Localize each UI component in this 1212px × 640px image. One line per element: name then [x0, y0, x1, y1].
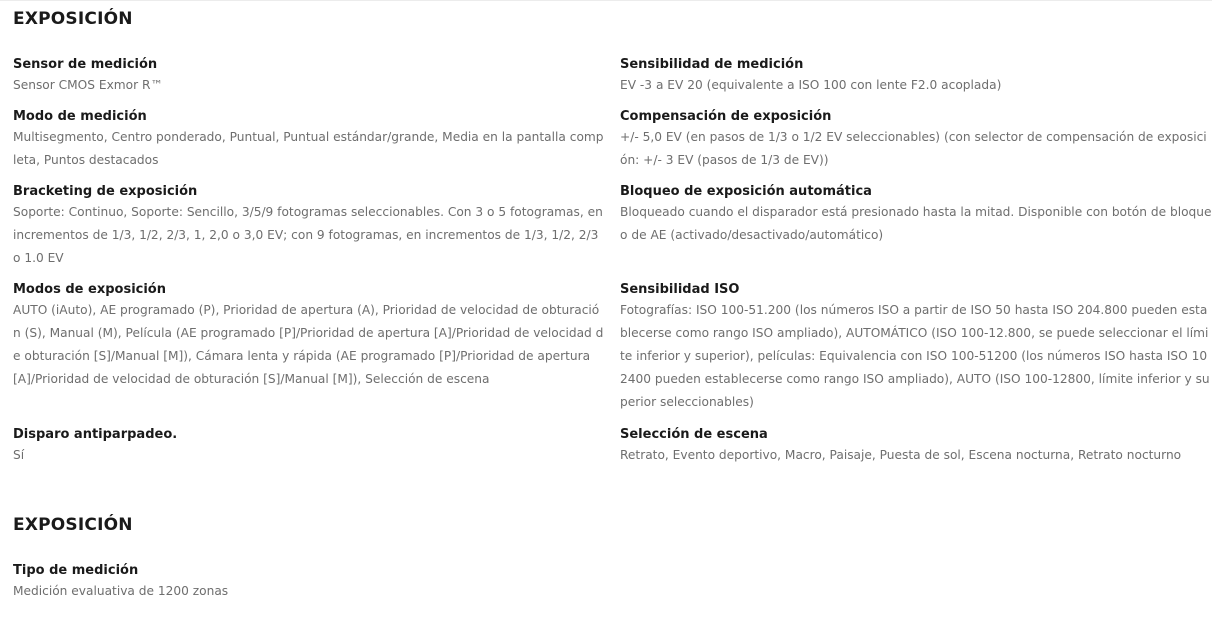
exposure-section-secondary: [0, 514, 1212, 613]
section-title: EXPOSICIÓN: [13, 515, 133, 535]
spec-value: Sí: [13, 448, 25, 462]
spec-label: Disparo antiparpadeo.: [13, 427, 178, 442]
spec-ae-lock: [620, 182, 1212, 270]
spec-metering-sensitivity: [620, 55, 1212, 97]
spec-value: Medición evaluativa de 1200 zonas: [13, 584, 229, 598]
spec-label: Bracketing de exposición: [13, 184, 198, 199]
specs-grid: [13, 55, 1212, 477]
spec-label: Selección de escena: [620, 427, 768, 442]
spec-label: Sensibilidad ISO: [620, 282, 740, 297]
spec-value: Multisegmento, Centro ponderado, Puntual, Puntual estándar/grande, Media en la pantalla completa, Puntos destacados: [13, 130, 604, 167]
spec-iso-sensitivity: [620, 280, 1212, 415]
spec-value: AUTO (iAuto), AE programado (P), Prioridad de apertura (A), Prioridad de velocidad de obturación (S), Manual (M), Película (AE programado [P]/Prioridad de apertura [A]/Prioridad de velocidad de obturación [S]/Manual [M]), Cámara lenta y rápida (AE programado [P]/Prioridad de apertura [A]/Prioridad de velocidad de obturación [S]/Manual [M]), Selección de escena: [13, 303, 604, 386]
spec-exposure-compensation: [620, 107, 1212, 172]
spec-value: Bloqueado cuando el disparador está presionado hasta la mitad. Disponible con botón de bloqueo de AE (activado/desactivado/automático): [620, 205, 1212, 242]
spec-value: +/- 5,0 EV (en pasos de 1/3 o 1/2 EV seleccionables) (con selector de compensación de exposición: +/- 3 EV (pasos de 1/3 de EV)): [620, 130, 1207, 167]
spec-label: Bloqueo de exposición automática: [620, 184, 872, 199]
spec-label: Compensación de exposición: [620, 109, 832, 124]
section-title: EXPOSICIÓN: [13, 9, 133, 29]
spec-metering-type: [13, 561, 606, 603]
spec-scene-selection: [620, 425, 1212, 467]
spec-label: Modo de medición: [13, 109, 147, 124]
spec-exposure-modes: [13, 280, 606, 415]
spec-label: Sensibilidad de medición: [620, 57, 804, 72]
spec-metering-mode: [13, 107, 606, 172]
spec-value: Fotografías: ISO 100-51.200 (los números ISO a partir de ISO 50 hasta ISO 204.800 pueden establecerse como rango ISO ampliado), AUTOMÁTICO (ISO 100-12.800, se puede seleccionar el límite inferior y superior), películas: Equivalencia con ISO 100-51200 (los números ISO hasta ISO 102400 pueden establecerse como rango ISO ampliado), AUTO (ISO 100-12800, límite inferior y superior seleccionables): [620, 303, 1210, 409]
spec-metering-sensor: [13, 55, 606, 97]
spec-value: Sensor CMOS Exmor R™: [13, 78, 163, 92]
spec-exposure-bracketing: [13, 182, 606, 270]
spec-value: Soporte: Continuo, Soporte: Sencillo, 3/5/9 fotogramas seleccionables. Con 3 o 5 fotogramas, en incrementos de 1/3, 1/2, 2/3, 1, 2,0 o 3,0 EV; con 9 fotogramas, en incrementos de 1/3, 1/2, 2/3 o 1.0 EV: [13, 205, 603, 265]
spec-value: EV -3 a EV 20 (equivalente a ISO 100 con lente F2.0 acoplada): [620, 78, 1002, 92]
spec-label: Tipo de medición: [13, 563, 139, 578]
spec-label: Modos de exposición: [13, 282, 166, 297]
spec-label: Sensor de medición: [13, 57, 158, 72]
specs-grid: [13, 561, 1212, 613]
spec-anti-flicker: [13, 425, 606, 467]
spec-value: Retrato, Evento deportivo, Macro, Paisaje, Puesta de sol, Escena nocturna, Retrato nocturno: [620, 448, 1182, 462]
